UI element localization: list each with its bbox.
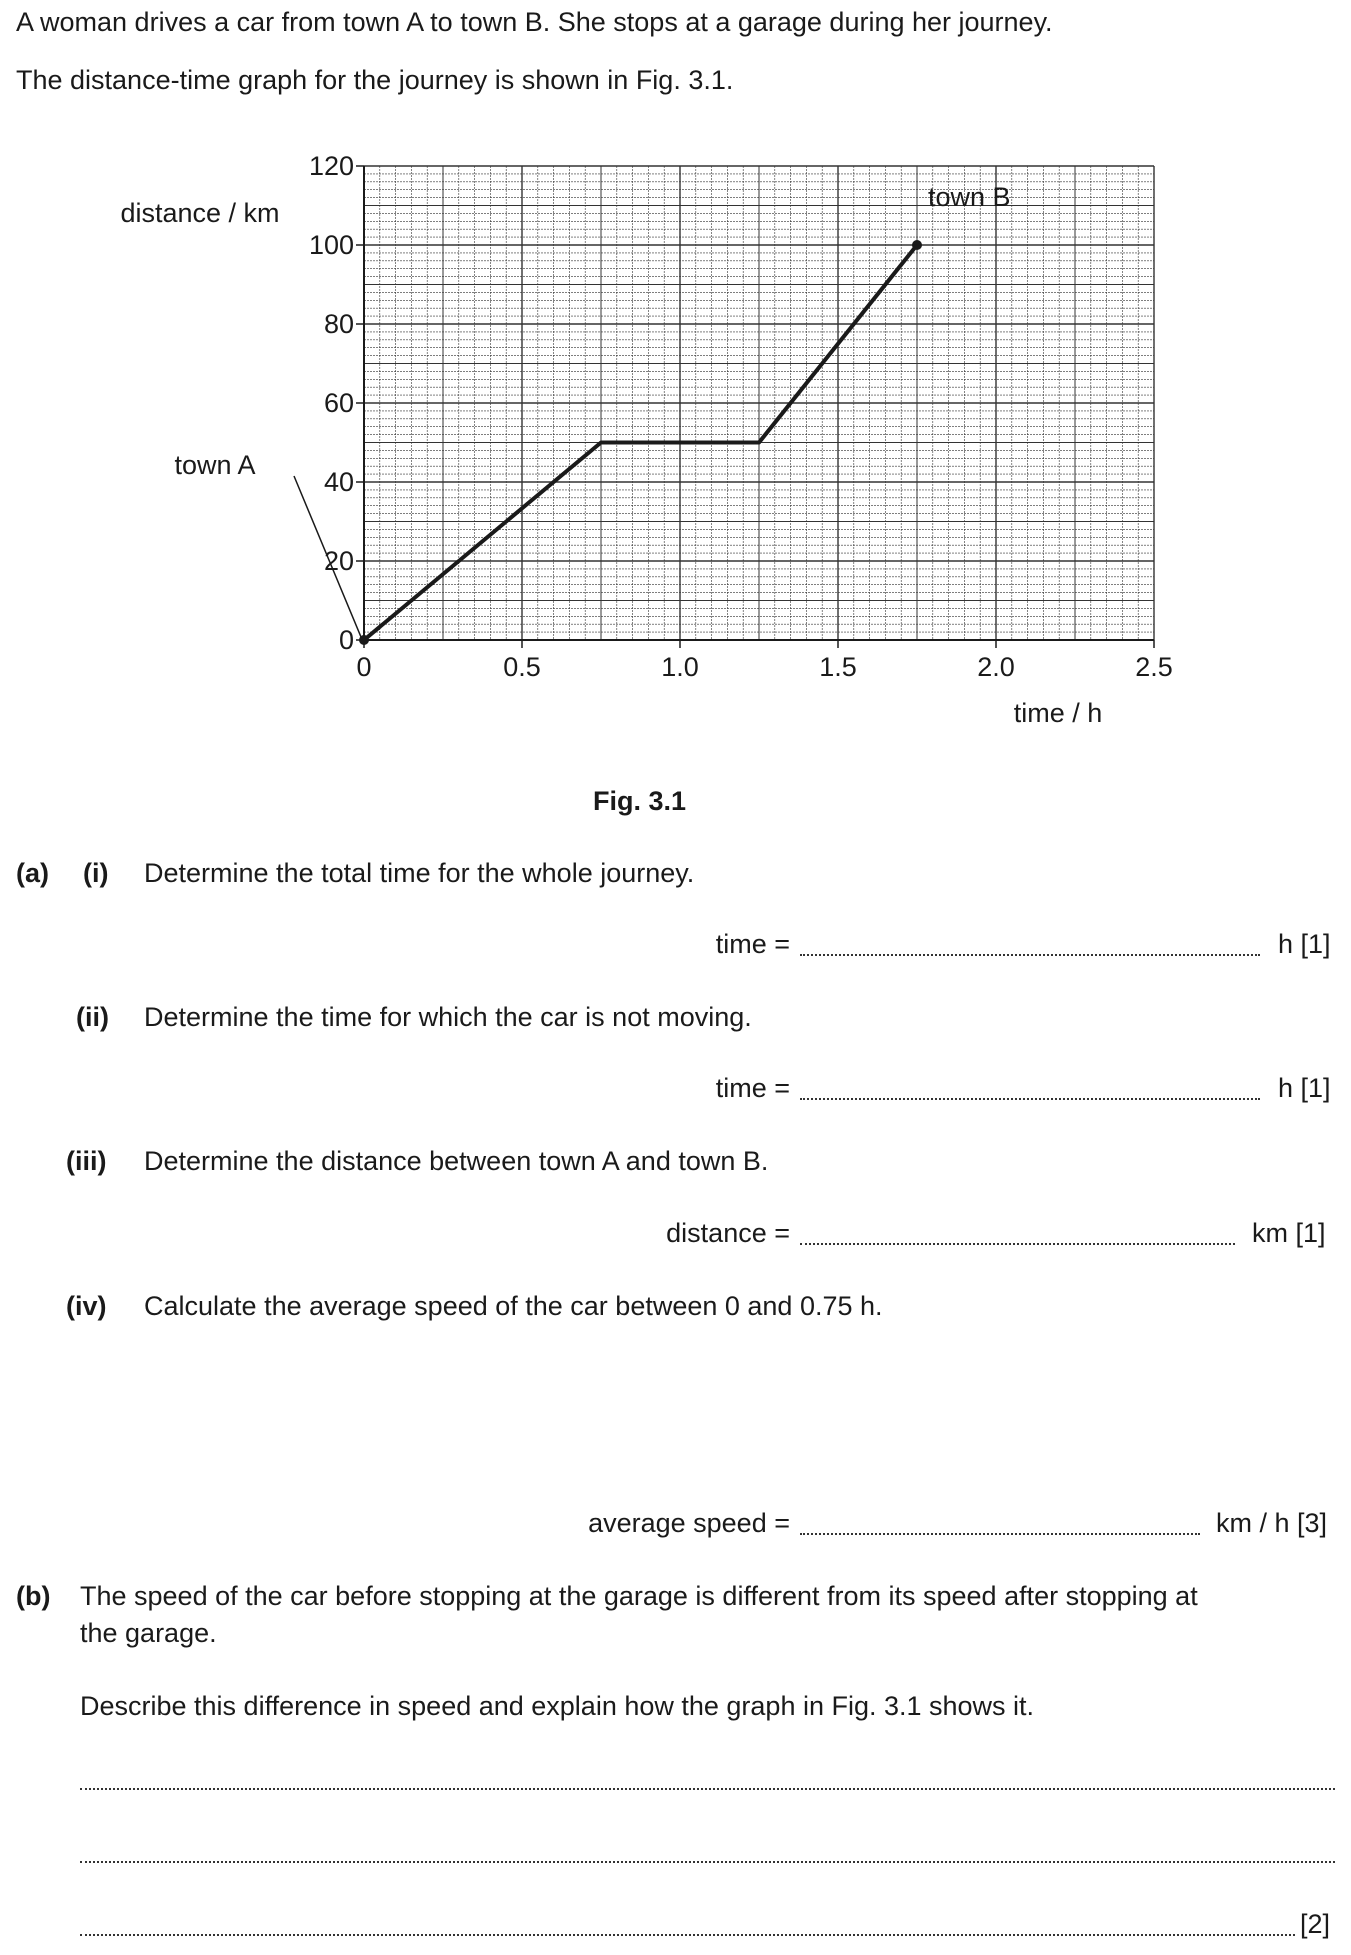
distance-time-figure xyxy=(0,120,1351,728)
answer-iv-unit: km / h [3] xyxy=(1216,1508,1328,1538)
distance-time-graph xyxy=(0,120,1351,728)
question-ii-text: Determine the time for which the car is not moving. xyxy=(144,1002,752,1032)
x-tick-label: 2.0 xyxy=(977,652,1015,682)
intro-line-2: The distance-time graph for the journey is shown in Fig. 3.1. xyxy=(16,65,734,95)
answer-i-label: time = xyxy=(715,929,790,959)
question-iii-number: (iii) xyxy=(66,1146,107,1176)
x-tick-label: 2.5 xyxy=(1135,652,1173,682)
answer-b-marks: [2] xyxy=(1300,1909,1331,1939)
question-b-prompt: Describe this difference in speed and explain how the graph in Fig. 3.1 shows it. xyxy=(80,1691,1035,1721)
question-b-line-1: The speed of the car before stopping at the garage is different from its speed after stopping at xyxy=(80,1581,1198,1611)
answer-iv-line[interactable] xyxy=(800,1533,1200,1535)
y-tick-label: 20 xyxy=(323,546,354,576)
answer-ii-label: time = xyxy=(715,1073,790,1103)
answer-iv-label: average speed = xyxy=(588,1508,790,1538)
y-tick-label: 40 xyxy=(323,467,354,497)
y-tick-label: 80 xyxy=(323,309,354,339)
answer-ii-line[interactable] xyxy=(800,1098,1260,1100)
part-a-label: (a) xyxy=(16,858,49,888)
answer-i-line[interactable] xyxy=(800,954,1260,956)
y-tick-label: 0 xyxy=(338,625,354,655)
y-tick-label: 60 xyxy=(323,388,354,418)
town-b-point xyxy=(912,240,922,250)
figure-caption: Fig. 3.1 xyxy=(593,786,687,816)
grid xyxy=(364,166,1154,640)
question-iv-number: (iv) xyxy=(66,1291,107,1321)
question-b-line-2: the garage. xyxy=(80,1618,217,1648)
question-i-number: (i) xyxy=(83,858,109,888)
x-axis-label: time / h xyxy=(1013,698,1103,728)
answer-b-line-2[interactable] xyxy=(80,1861,1335,1863)
x-tick-label: 1.5 xyxy=(819,652,857,682)
question-iii-text: Determine the distance between town A and town B. xyxy=(144,1146,769,1176)
y-tick-label: 100 xyxy=(308,230,354,260)
town-b-label: town B xyxy=(928,182,1011,212)
answer-b-line-1[interactable] xyxy=(80,1788,1335,1790)
answer-iii-unit: km [1] xyxy=(1252,1218,1326,1248)
intro-line-1: A woman drives a car from town A to town B. She stops at a garage during her journey. xyxy=(16,7,1053,37)
answer-iii-line[interactable] xyxy=(800,1243,1235,1245)
question-ii-number: (ii) xyxy=(76,1002,109,1032)
part-b-label: (b) xyxy=(16,1581,51,1611)
answer-i-unit: h [1] xyxy=(1278,929,1331,959)
town-a-label: town A xyxy=(174,450,256,480)
answer-iii-label: distance = xyxy=(666,1218,790,1248)
x-tick-label: 0 xyxy=(356,652,372,682)
x-tick-label: 0.5 xyxy=(503,652,541,682)
y-axis-label: distance / km xyxy=(120,198,280,228)
answer-b-line-3[interactable] xyxy=(80,1934,1295,1936)
answer-ii-unit: h [1] xyxy=(1278,1073,1331,1103)
question-iv-text: Calculate the average speed of the car between 0 and 0.75 h. xyxy=(144,1291,883,1321)
question-i-text: Determine the total time for the whole journey. xyxy=(144,858,695,888)
y-tick-label: 120 xyxy=(308,151,354,181)
x-tick-label: 1.0 xyxy=(661,652,699,682)
